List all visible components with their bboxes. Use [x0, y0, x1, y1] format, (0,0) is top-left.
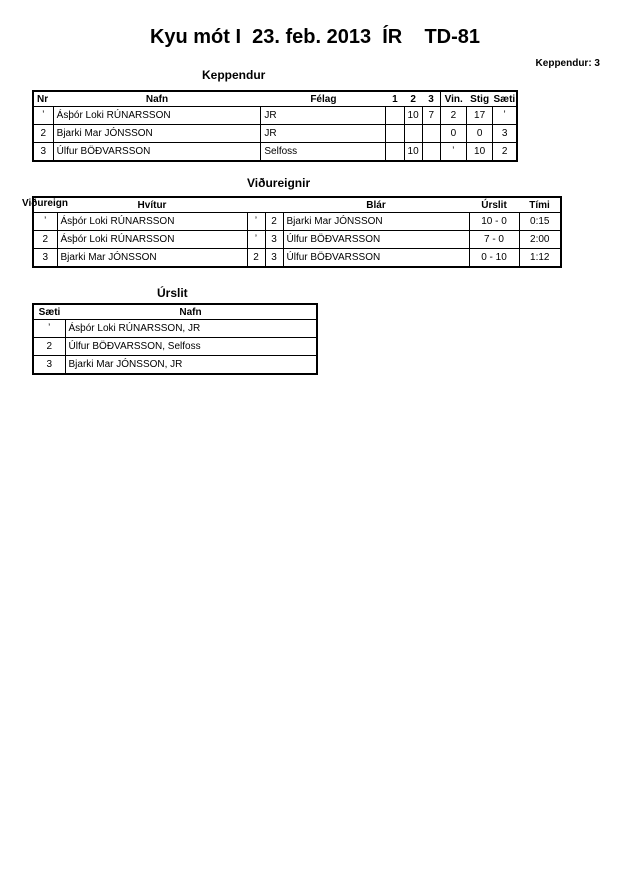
col-place: Sæti — [33, 304, 65, 320]
col-result: Úrslit — [469, 197, 519, 213]
cell-name: Ásþór Loki RÚNARSSON, JR — [65, 320, 317, 338]
cell-white: Ásþór Loki RÚNARSSON — [57, 213, 247, 231]
cell-name: Bjarki Mar JÓNSSON — [53, 125, 261, 143]
cell-place: ʼ — [493, 107, 517, 125]
col-name: Nafn — [65, 304, 317, 320]
cell-blue: Bjarki Mar JÓNSSON — [283, 213, 469, 231]
cell-name: Úlfur BÖÐVARSSON, Selfoss — [65, 338, 317, 356]
cell-r1 — [386, 143, 404, 162]
table-row — [33, 249, 561, 268]
col-time: Tími — [519, 197, 561, 213]
cell-points: 0 — [467, 125, 493, 143]
col-round-3: 3 — [422, 91, 440, 107]
cell-wins: 0 — [440, 125, 466, 143]
competitors-section-title: Keppendur — [202, 68, 266, 82]
cell-time: 2:00 — [519, 231, 561, 249]
table-row — [33, 213, 561, 231]
cell-white-nr: ʼ — [247, 213, 265, 231]
cell-nr: 2 — [33, 125, 53, 143]
cell-blue-nr: 2 — [265, 213, 283, 231]
cell-white: Bjarki Mar JÓNSSON — [57, 249, 247, 268]
col-points: Stig — [467, 91, 493, 107]
table-row — [33, 338, 317, 356]
col-white: Hvítur — [57, 197, 247, 213]
cell-wins: ʼ — [440, 143, 466, 162]
matches-table — [32, 196, 562, 268]
cell-club: JR — [261, 125, 386, 143]
cell-blue: Úlfur BÖÐVARSSON — [283, 249, 469, 268]
cell-r3 — [422, 143, 440, 162]
cell-time: 1:12 — [519, 249, 561, 268]
table-row — [33, 356, 317, 375]
competitor-count: Keppendur: 3 — [535, 58, 600, 69]
cell-r2: 10 — [404, 143, 422, 162]
cell-r3 — [422, 125, 440, 143]
competitors-table — [32, 90, 518, 162]
cell-result: 0 - 10 — [469, 249, 519, 268]
table-row — [33, 143, 517, 162]
table-row — [33, 231, 561, 249]
col-club: Félag — [261, 91, 386, 107]
table-row — [33, 125, 517, 143]
cell-r2: 10 — [404, 107, 422, 125]
col-place: Sæti — [493, 91, 517, 107]
cell-nr: ʼ — [33, 213, 57, 231]
cell-result: 10 - 0 — [469, 213, 519, 231]
cell-r1 — [386, 107, 404, 125]
cell-place: 2 — [493, 143, 517, 162]
col-blue: Blár — [283, 197, 469, 213]
cell-name: Úlfur BÖÐVARSSON — [53, 143, 261, 162]
col-bout: Viðureign — [22, 198, 68, 209]
cell-nr: 3 — [33, 249, 57, 268]
col-nr: Nr — [33, 91, 53, 107]
cell-place: ʼ — [33, 320, 65, 338]
cell-white: Ásþór Loki RÚNARSSON — [57, 231, 247, 249]
cell-nr: 3 — [33, 143, 53, 162]
page-title: Kyu mót I 23. feb. 2013 ÍR TD-81 — [149, 26, 481, 48]
col-round-2: 2 — [404, 91, 422, 107]
cell-white-nr: 2 — [247, 249, 265, 268]
cell-nr: 2 — [33, 231, 57, 249]
cell-points: 10 — [467, 143, 493, 162]
cell-r3: 7 — [422, 107, 440, 125]
col-round-1: 1 — [386, 91, 404, 107]
cell-name: Ásþór Loki RÚNARSSON — [53, 107, 261, 125]
cell-r1 — [386, 125, 404, 143]
cell-place: 3 — [33, 356, 65, 375]
table-row — [33, 107, 517, 125]
cell-r2 — [404, 125, 422, 143]
cell-place: 3 — [493, 125, 517, 143]
cell-white-nr: ʼ — [247, 231, 265, 249]
cell-wins: 2 — [440, 107, 466, 125]
cell-result: 7 - 0 — [469, 231, 519, 249]
matches-section-title: Viðureignir — [247, 176, 311, 190]
results-table — [32, 303, 318, 375]
cell-blue-nr: 3 — [265, 231, 283, 249]
cell-club: JR — [261, 107, 386, 125]
cell-points: 17 — [467, 107, 493, 125]
col-name: Nafn — [53, 91, 261, 107]
col-wins: Vin. — [440, 91, 466, 107]
cell-place: 2 — [33, 338, 65, 356]
cell-nr: ʼ — [33, 107, 53, 125]
cell-time: 0:15 — [519, 213, 561, 231]
cell-blue: Úlfur BÖÐVARSSON — [283, 231, 469, 249]
cell-name: Bjarki Mar JÓNSSON, JR — [65, 356, 317, 375]
cell-blue-nr: 3 — [265, 249, 283, 268]
table-row — [33, 320, 317, 338]
cell-club: Selfoss — [261, 143, 386, 162]
results-section-title: Úrslit — [157, 286, 188, 300]
